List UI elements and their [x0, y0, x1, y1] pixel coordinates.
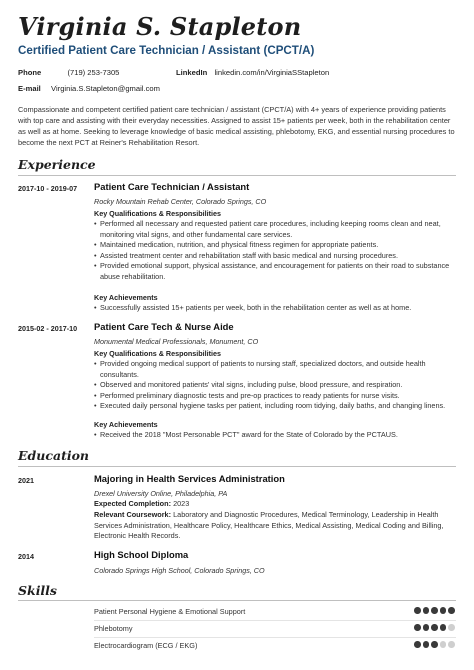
- education-heading: Education: [18, 448, 90, 463]
- rating-dot-filled: [414, 624, 421, 631]
- job-2-qual-heading: Key Qualifications & Responsibilities: [94, 349, 222, 358]
- skill-1-name: Patient Personal Hygiene & Emotional Support: [94, 607, 246, 616]
- rating-dot-filled: [431, 624, 438, 631]
- job-2-title: Patient Care Tech & Nurse Aide: [94, 321, 234, 332]
- summary-paragraph: Compassionate and competent certified patient care technician / assistant (CPCT/A) with 4+ years of experience providing patients with top care and assisting with their everyday necessities. Assigned to assist 15+ patients per week, both in the rehabilitation center as well as at home. Seeking to leverage knowledge of basic medical assisting, phlebotomy, EKG, and essential nursing procedures to become the next PCT at Reiner's Rehabilitation Resort.: [18, 105, 455, 147]
- linkedin-link[interactable]: linkedin.com/in/VirginiaSStapleton: [214, 68, 330, 77]
- skill-3-name: Electrocardiogram (ECG / EKG): [94, 641, 198, 650]
- rating-dot-empty: [448, 641, 455, 648]
- education-divider: [18, 466, 456, 467]
- completion-label: Expected Completion:: [94, 499, 172, 508]
- experience-heading: Experience: [18, 157, 96, 172]
- rating-dot-empty: [440, 641, 447, 648]
- edu-1-school: Drexel University Online, Philadelphia, PA: [94, 489, 228, 498]
- experience-divider: [18, 175, 456, 176]
- coursework-label: Relevant Coursework:: [94, 510, 172, 519]
- edu-1-degree: Majoring in Health Services Administration: [94, 473, 285, 484]
- email-label: E-mail: [18, 84, 41, 93]
- list-item: • Performed all necessary and requested patient care procedures, including keeping rooms clean and neat, monitoring vital signs, and other fundamental care services.: [94, 219, 456, 240]
- edu-2-school: Colorado Springs High School, Colorado Springs, CO: [94, 566, 265, 575]
- skills-heading: Skills: [18, 583, 57, 598]
- email-row: [18, 84, 160, 93]
- completion-value: 2023: [173, 499, 190, 508]
- skill-divider: [94, 620, 456, 621]
- rating-dot-filled: [423, 641, 430, 648]
- list-item: • Executed daily personal hygiene tasks per patient, including room tidying, daily baths, and changing linens.: [94, 401, 456, 412]
- list-item: • Performed preliminary diagnostic tests and pre-op practices to ready patients for nurse visits.: [94, 391, 456, 402]
- rating-dot-filled: [423, 607, 430, 614]
- skill-2-name: Phlebotomy: [94, 624, 133, 633]
- rating-dot-empty: [448, 624, 455, 631]
- list-item: • Observed and monitored patients' vital signs, including pulse, blood pressure, and respiration.: [94, 380, 456, 391]
- list-item: • Successfully assisted 15+ patients per week, both in the rehabilitation center as well as at home.: [94, 303, 456, 314]
- job-2-company: Monumental Medical Professionals, Monument, CO: [94, 337, 259, 346]
- skill-1-rating: [414, 607, 455, 614]
- skill-divider: [94, 637, 456, 638]
- phone-value: (719) 253-7305: [67, 68, 120, 77]
- rating-dot-filled: [414, 607, 421, 614]
- coursework-value: Laboratory and Diagnostic Procedures, Medical Terminology, Leadership in Health Services Administration, Healthcare Policy, Healthcare Ethics, Medical Assisting, Medical Coding and Billing, Electronic Health Records.: [94, 510, 444, 541]
- job-1-qual-heading: Key Qualifications & Responsibilities: [94, 209, 222, 218]
- list-item: • Provided emotional support, physical assistance, and encouragement for patients on their road to substance abuse rehabilitation.: [94, 261, 456, 282]
- linkedin-label: LinkedIn: [176, 68, 208, 77]
- job-1-ach-heading: Key Achievements: [94, 293, 158, 302]
- candidate-title: Certified Patient Care Technician / Assistant (CPCT/A): [18, 44, 315, 57]
- rating-dot-filled: [440, 624, 447, 631]
- job-2-achievements: [94, 430, 456, 441]
- skill-3-rating: [414, 641, 455, 648]
- job-1-company: Rocky Mountain Rehab Center, Colorado Springs, CO: [94, 197, 267, 206]
- rating-dot-filled: [431, 607, 438, 614]
- list-item: • Maintained medication, nutrition, and physical fitness regimen for appropriate patients.: [94, 240, 456, 251]
- rating-dot-filled: [423, 624, 430, 631]
- job-2-ach-heading: Key Achievements: [94, 420, 158, 429]
- edu-2-year: 2014: [18, 552, 34, 561]
- job-1-achievements: [94, 303, 456, 314]
- skill-2-rating: [414, 624, 455, 631]
- rating-dot-filled: [448, 607, 455, 614]
- candidate-name: Virginia S. Stapleton: [18, 12, 302, 41]
- list-item: • Received the 2018 "Most Personable PCT" award for the State of Colorado by the PCTAUS.: [94, 430, 456, 441]
- edu-1-completion: [94, 499, 456, 510]
- linkedin-row: [176, 68, 329, 77]
- rating-dot-filled: [431, 641, 438, 648]
- job-2-responsibilities: [94, 359, 456, 412]
- job-2-dates: 2015-02 - 2017-10: [18, 324, 78, 333]
- list-item: • Provided ongoing medical support of patients to nursing staff, specialized doctors, and outside health consultants.: [94, 359, 456, 380]
- skills-divider: [18, 600, 456, 601]
- job-1-title: Patient Care Technician / Assistant: [94, 181, 250, 192]
- edu-1-year: 2021: [18, 476, 34, 485]
- edu-2-degree: High School Diploma: [94, 549, 189, 560]
- rating-dot-filled: [414, 641, 421, 648]
- edu-1-coursework: [94, 510, 456, 542]
- job-1-responsibilities: [94, 219, 456, 283]
- job-1-dates: 2017-10 - 2019-07: [18, 184, 78, 193]
- phone-row: [18, 68, 119, 77]
- email-link[interactable]: Virginia.S.Stapleton@gmail.com: [51, 84, 160, 93]
- phone-label: Phone: [18, 68, 42, 77]
- list-item: • Assisted treatment center and rehabilitation staff with basic medical and nursing procedures.: [94, 251, 456, 262]
- rating-dot-filled: [440, 607, 447, 614]
